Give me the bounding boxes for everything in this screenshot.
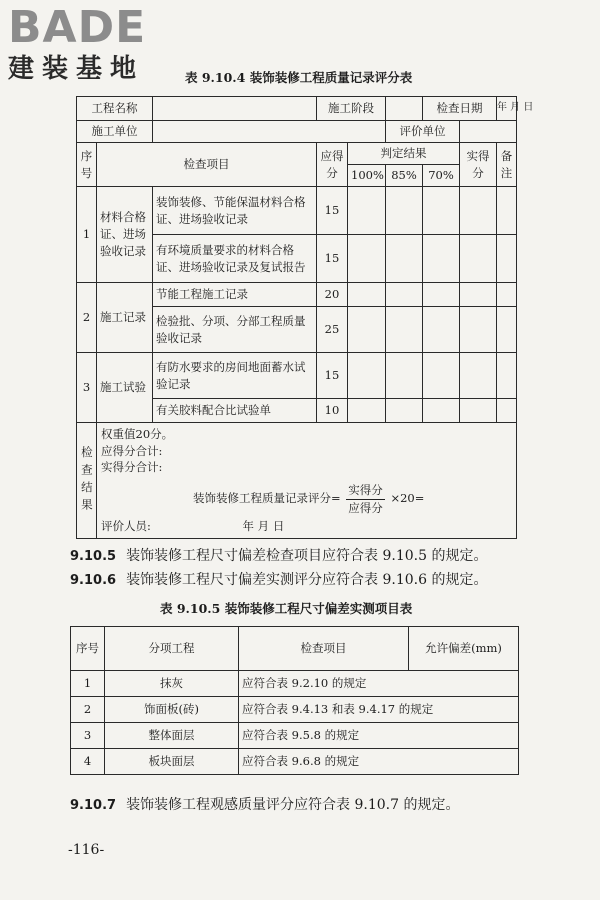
seq-header: 序号: [77, 143, 97, 187]
t2-sub: 整体面层: [105, 723, 239, 749]
actual-score-header: 实得分: [460, 143, 497, 187]
dimension-deviation-table: [70, 626, 519, 775]
project-name-label: 工程名称: [77, 97, 153, 121]
score-formula: [193, 482, 512, 516]
t2-sub-header: 分项工程: [105, 627, 239, 671]
group-no: 3: [77, 353, 97, 423]
bade-logo: [8, 4, 178, 84]
group-no: 1: [77, 187, 97, 283]
evaluator-label: 评价人员:: [101, 519, 151, 534]
table-row: [71, 697, 519, 723]
item-score: 15: [317, 235, 348, 283]
t2-no: 3: [71, 723, 105, 749]
should-total-text: 应得分合计:: [101, 443, 163, 458]
table-row: [71, 671, 519, 697]
t2-no: 1: [71, 671, 105, 697]
table-row: [71, 627, 519, 671]
t2-item: 应符合表 9.2.10 的规定: [239, 671, 519, 697]
logo-sub-text: 建装基地: [8, 54, 145, 84]
t2-item: 应符合表 9.6.8 的规定: [239, 749, 519, 775]
group-no: 2: [77, 283, 97, 353]
page-number: -116-: [68, 842, 105, 858]
table-row: [77, 143, 517, 165]
t2-sub: 板块面层: [105, 749, 239, 775]
stage-label: 施工阶段: [317, 97, 386, 121]
clause-no: 9.10.7: [70, 798, 117, 813]
table-row: [77, 121, 517, 143]
item-score: 20: [317, 283, 348, 307]
check-result-cell: [97, 423, 517, 539]
clause-no: 9.10.5: [70, 549, 117, 564]
evaluator-line: [101, 518, 512, 535]
clause-text: 装饰装修工程尺寸偏差实测评分应符合表 9.10.6 的规定。: [126, 572, 488, 588]
evaluator-unit-value: [460, 121, 517, 143]
t2-item: 应符合表 9.5.8 的规定: [239, 723, 519, 749]
p70-header: 70%: [423, 165, 460, 187]
logo-main-text: BADE: [8, 2, 147, 53]
t2-no: 2: [71, 697, 105, 723]
check-date-value: 年 月 日: [497, 97, 517, 121]
item-score: 15: [317, 187, 348, 235]
table-9-10-5-caption: 表 9.10.5 装饰装修工程尺寸偏差实测项目表: [160, 601, 413, 616]
table-row: [77, 423, 517, 539]
clause-text: 装饰装修工程尺寸偏差检查项目应符合表 9.10.5 的规定。: [126, 548, 488, 564]
t2-tol-header: 允许偏差(mm): [409, 627, 519, 671]
table-row: [71, 723, 519, 749]
clause-text: 装饰装修工程观感质量评分应符合表 9.10.7 的规定。: [126, 797, 460, 813]
t2-seq-header: 序号: [71, 627, 105, 671]
weight-text: 权重值20分。: [101, 427, 174, 441]
table-9-10-4-caption: 表 9.10.4 装饰装修工程质量记录评分表: [185, 70, 413, 85]
t2-item: 应符合表 9.4.13 和表 9.4.17 的规定: [239, 697, 519, 723]
item-score: 15: [317, 353, 348, 399]
item-score: 10: [317, 399, 348, 423]
remark-header: 备注: [497, 143, 517, 187]
evaluator-unit-label: 评价单位: [386, 121, 460, 143]
judgement-header: 判定结果: [348, 143, 460, 165]
table-row: [71, 749, 519, 775]
table-row: [77, 353, 517, 399]
item-score: 25: [317, 307, 348, 353]
formula-prefix: 装饰装修工程质量记录评分=: [193, 491, 341, 506]
check-date-label: 检查日期: [423, 97, 497, 121]
p100-header: 100%: [348, 165, 386, 187]
item-text: 节能工程施工记录: [153, 283, 317, 307]
contractor-label: 施工单位: [77, 121, 153, 143]
clause-no: 9.10.6: [70, 573, 117, 588]
formula-denominator: 应得分: [348, 500, 383, 515]
item-header: 检查项目: [97, 143, 317, 187]
clause-9-10-7: [70, 794, 460, 814]
stage-value: [386, 97, 423, 121]
clause-9-10-5: [70, 545, 488, 565]
quality-record-score-table: [76, 96, 534, 539]
actual-total-text: 实得分合计:: [101, 460, 163, 475]
table-row: [77, 283, 517, 307]
formula-fraction: [346, 482, 385, 516]
item-text: 检验批、分项、分部工程质量验收记录: [153, 307, 317, 353]
t2-no: 4: [71, 749, 105, 775]
t2-sub: 抹灰: [105, 671, 239, 697]
p85-header: 85%: [386, 165, 423, 187]
group-name: 材料合格证、进场验收记录: [97, 187, 153, 283]
project-name-value: [153, 97, 317, 121]
should-score-header: 应得分: [317, 143, 348, 187]
group-name: 施工记录: [97, 283, 153, 353]
item-text: 有环境质量要求的材料合格证、进场验收记录及复试报告: [153, 235, 317, 283]
formula-suffix: ×20=: [390, 491, 425, 506]
table-row: [77, 187, 517, 235]
formula-numerator: 实得分: [346, 482, 385, 500]
group-name: 施工试验: [97, 353, 153, 423]
clause-9-10-6: [70, 569, 488, 589]
item-text: 有关胶料配合比试验单: [153, 399, 317, 423]
contractor-value: [153, 121, 386, 143]
t2-item-header: 检查项目: [239, 627, 409, 671]
item-text: 装饰装修、节能保温材料合格证、进场验收记录: [153, 187, 317, 235]
item-text: 有防水要求的房间地面蓄水试验记录: [153, 353, 317, 399]
evaluator-date: 年 月 日: [242, 519, 285, 534]
table-row: [77, 97, 517, 121]
t2-sub: 饰面板(砖): [105, 697, 239, 723]
check-result-label: 检查结果: [77, 423, 97, 539]
